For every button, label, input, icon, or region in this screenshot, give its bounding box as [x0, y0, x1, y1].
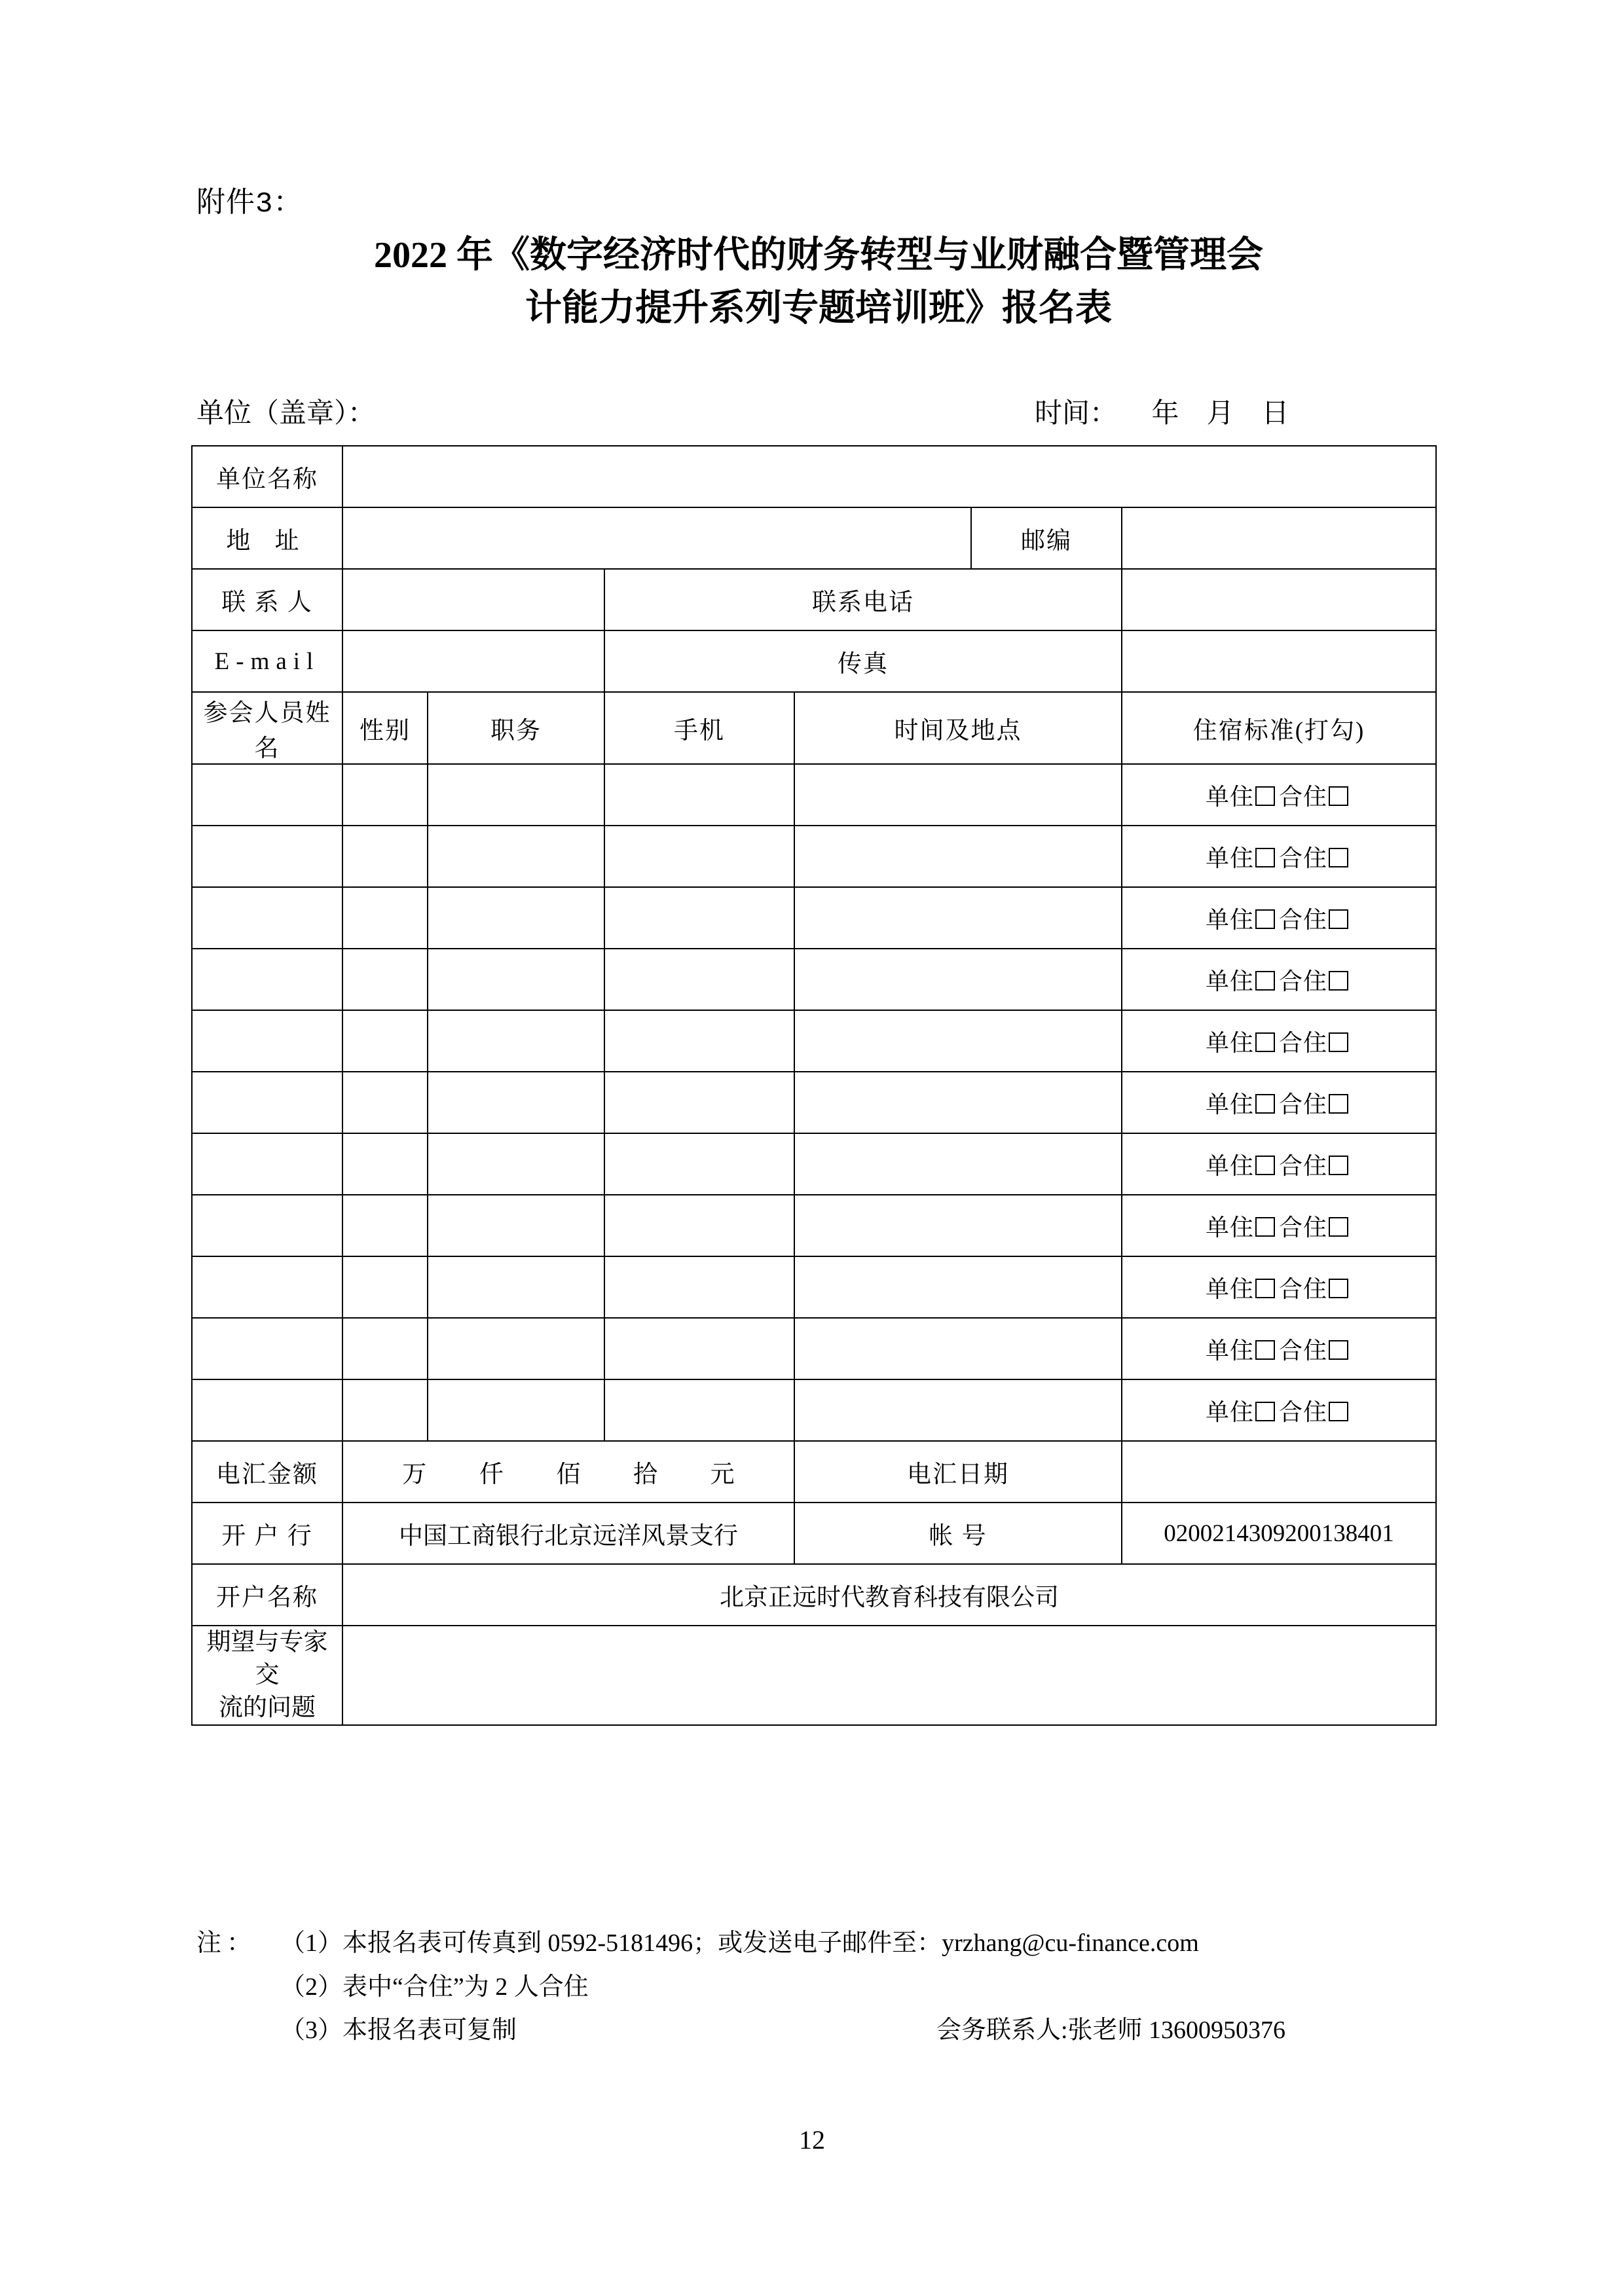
- questions-label-line1: 期望与专家交: [206, 1629, 328, 1688]
- participant-gender-field[interactable]: [342, 764, 428, 826]
- table-row: [192, 887, 1436, 949]
- notes-section: [196, 1922, 1454, 2052]
- participant-timeplace-field[interactable]: [794, 1133, 1122, 1195]
- lodging-single-checkbox[interactable]: [1255, 1217, 1275, 1237]
- lodging-shared-checkbox[interactable]: [1329, 1402, 1348, 1421]
- lodging-single-label: 单住: [1206, 1398, 1255, 1425]
- table-row: [192, 826, 1436, 887]
- note-2: （2）表中“合住”为 2 人合住: [280, 1973, 589, 2001]
- header-lodging: 住宿标准(打勾): [1122, 692, 1436, 764]
- lodging-shared-label: 合住: [1279, 906, 1328, 933]
- fax-label: 传真: [604, 630, 1122, 692]
- participant-name-field[interactable]: [192, 949, 342, 1010]
- lodging-single-label: 单住: [1206, 968, 1255, 994]
- table-row: [192, 1318, 1436, 1379]
- registration-form-table: [191, 445, 1437, 1726]
- table-row: [192, 949, 1436, 1010]
- lodging-shared-label: 合住: [1279, 1398, 1328, 1425]
- lodging-single-label: 单住: [1206, 1029, 1255, 1056]
- lodging-options: [1206, 968, 1352, 994]
- account-name-value: 北京正远时代教育科技有限公司: [342, 1564, 1436, 1626]
- contact-label: 联 系 人: [192, 569, 342, 630]
- bank-value: 中国工商银行北京远洋风景支行: [342, 1503, 794, 1564]
- table-row-email: [192, 630, 1436, 692]
- participant-mobile-field[interactable]: [604, 949, 794, 1010]
- lodging-shared-label: 合住: [1279, 1152, 1328, 1179]
- unit-name-field[interactable]: [342, 446, 1436, 507]
- participant-timeplace-field[interactable]: [794, 887, 1122, 949]
- lodging-shared-checkbox[interactable]: [1329, 848, 1348, 867]
- lodging-shared-checkbox[interactable]: [1329, 1340, 1348, 1360]
- participant-gender-field[interactable]: [342, 1195, 428, 1256]
- participant-mobile-field[interactable]: [604, 1195, 794, 1256]
- account-label: 帐 号: [794, 1503, 1122, 1564]
- lodging-shared-label: 合住: [1279, 1029, 1328, 1056]
- account-value: 0200214309200138401: [1122, 1503, 1436, 1564]
- amount-unit-qian: 仟: [479, 1461, 504, 1488]
- page-title-line1: 2022 年《数字经济时代的财务转型与业财融合暨管理会: [374, 235, 1263, 276]
- participant-name-field[interactable]: [192, 1133, 342, 1195]
- notes-tag: 注：: [196, 1929, 257, 1957]
- header-gender: 性别: [342, 692, 428, 764]
- amount-unit-shi: 拾: [633, 1461, 658, 1488]
- participant-name-field[interactable]: [192, 1072, 342, 1133]
- note-1: （1）本报名表可传真到 0592-5181496；或发送电子邮件至：yrzhang@cu-finance.com: [280, 1929, 1199, 1957]
- lodging-single-label: 单住: [1206, 783, 1255, 810]
- participant-name-field[interactable]: [192, 1195, 342, 1256]
- lodging-single-label: 单住: [1206, 845, 1255, 871]
- amount-unit-wan: 万: [402, 1461, 427, 1488]
- participant-name-field[interactable]: [192, 1318, 342, 1379]
- lodging-shared-checkbox[interactable]: [1329, 1217, 1348, 1237]
- participant-position-field[interactable]: [428, 1379, 604, 1441]
- lodging-shared-label: 合住: [1279, 845, 1328, 871]
- table-row-address: [192, 507, 1436, 569]
- participant-name-field[interactable]: [192, 764, 342, 826]
- participant-timeplace-field[interactable]: [794, 1318, 1122, 1379]
- participant-position-field[interactable]: [428, 1256, 604, 1318]
- lodging-shared-label: 合住: [1279, 1214, 1328, 1241]
- participant-lodging-cell[interactable]: [1122, 826, 1436, 887]
- lodging-options: [1206, 1214, 1352, 1241]
- participant-position-field[interactable]: [428, 1195, 604, 1256]
- participant-lodging-cell[interactable]: [1122, 949, 1436, 1010]
- lodging-options: [1206, 845, 1352, 871]
- address-label: 地 址: [192, 507, 342, 569]
- table-row-questions: [192, 1626, 1436, 1725]
- contact-field[interactable]: [342, 569, 604, 630]
- fax-field[interactable]: [1122, 630, 1436, 692]
- header-mobile: 手机: [604, 692, 794, 764]
- participant-gender-field[interactable]: [342, 1256, 428, 1318]
- participant-timeplace-field[interactable]: [794, 1072, 1122, 1133]
- table-row-contact: [192, 569, 1436, 630]
- table-row: [192, 1195, 1436, 1256]
- lodging-single-checkbox[interactable]: [1255, 848, 1275, 867]
- note-3-row: [196, 2009, 1454, 2052]
- lodging-shared-label: 合住: [1279, 783, 1328, 810]
- participant-lodging-cell[interactable]: [1122, 764, 1436, 826]
- account-name-label: 开户名称: [192, 1564, 342, 1626]
- participant-mobile-field[interactable]: [604, 1379, 794, 1441]
- lodging-single-label: 单住: [1206, 906, 1255, 933]
- organizer-contact: 会务联系人:张老师 13600950376: [936, 2016, 1286, 2044]
- participant-gender-field[interactable]: [342, 1010, 428, 1072]
- lodging-shared-label: 合住: [1279, 1091, 1328, 1118]
- amount-unit-bai: 佰: [556, 1461, 581, 1488]
- wire-date-label: 电汇日期: [794, 1441, 1122, 1503]
- participant-gender-field[interactable]: [342, 887, 428, 949]
- participant-name-field[interactable]: [192, 1379, 342, 1441]
- lodging-single-label: 单住: [1206, 1337, 1255, 1364]
- lodging-shared-checkbox[interactable]: [1329, 909, 1348, 929]
- participant-gender-field[interactable]: [342, 1318, 428, 1379]
- participant-name-field[interactable]: [192, 887, 342, 949]
- participant-lodging-cell[interactable]: [1122, 1318, 1436, 1379]
- participant-position-field[interactable]: [428, 949, 604, 1010]
- participant-name-field[interactable]: [192, 826, 342, 887]
- table-header-row: [192, 692, 1436, 764]
- lodging-single-checkbox[interactable]: [1255, 786, 1275, 806]
- lodging-single-checkbox[interactable]: [1255, 971, 1275, 991]
- participant-mobile-field[interactable]: [604, 764, 794, 826]
- postcode-label: 邮编: [971, 507, 1122, 569]
- wire-amount-label: 电汇金额: [192, 1441, 342, 1503]
- note-1-row: [196, 1922, 1454, 1965]
- participant-position-field[interactable]: [428, 826, 604, 887]
- participant-mobile-field[interactable]: [604, 1133, 794, 1195]
- lodging-single-checkbox[interactable]: [1255, 1279, 1275, 1298]
- participant-lodging-cell[interactable]: [1122, 1010, 1436, 1072]
- table-row-unit-name: [192, 446, 1436, 507]
- table-row: [192, 764, 1436, 826]
- lodging-single-label: 单住: [1206, 1152, 1255, 1179]
- lodging-options: [1206, 1153, 1352, 1179]
- participant-name-field[interactable]: [192, 1256, 342, 1318]
- participant-position-field[interactable]: [428, 1133, 604, 1195]
- postcode-field[interactable]: [1122, 507, 1436, 569]
- lodging-options: [1206, 1276, 1352, 1302]
- participant-lodging-cell[interactable]: [1122, 887, 1436, 949]
- participant-gender-field[interactable]: [342, 1072, 428, 1133]
- lodging-single-checkbox[interactable]: [1255, 909, 1275, 929]
- questions-label-line2: 流的问题: [219, 1694, 316, 1721]
- table-row: [192, 1133, 1436, 1195]
- participant-mobile-field[interactable]: [604, 1010, 794, 1072]
- participant-timeplace-field[interactable]: [794, 1379, 1122, 1441]
- lodging-shared-label: 合住: [1279, 1337, 1328, 1364]
- participant-lodging-cell[interactable]: [1122, 1072, 1436, 1133]
- participant-timeplace-field[interactable]: [794, 1010, 1122, 1072]
- lodging-options: [1206, 907, 1352, 933]
- wire-amount-field[interactable]: [342, 1441, 794, 1503]
- lodging-single-checkbox[interactable]: [1255, 1094, 1275, 1114]
- page-number: 12: [799, 2125, 825, 2155]
- lodging-shared-checkbox[interactable]: [1329, 1094, 1348, 1114]
- participant-position-field[interactable]: [428, 1318, 604, 1379]
- amount-unit-yuan: 元: [710, 1461, 735, 1488]
- participant-name-field[interactable]: [192, 1010, 342, 1072]
- lodging-shared-checkbox[interactable]: [1329, 786, 1348, 806]
- participant-lodging-cell[interactable]: [1122, 1133, 1436, 1195]
- participant-timeplace-field[interactable]: [794, 1195, 1122, 1256]
- lodging-single-label: 单住: [1206, 1091, 1255, 1118]
- lodging-single-checkbox[interactable]: [1255, 1156, 1275, 1175]
- attachment-label: 附件3：: [196, 188, 303, 221]
- wire-date-field[interactable]: [1122, 1441, 1436, 1503]
- table-row-wire-amount: [192, 1441, 1436, 1503]
- header-time-place: 时间及地点: [794, 692, 1122, 764]
- address-field[interactable]: [342, 507, 971, 569]
- participant-lodging-cell[interactable]: [1122, 1195, 1436, 1256]
- participant-gender-field[interactable]: [342, 1379, 428, 1441]
- participant-gender-field[interactable]: [342, 1133, 428, 1195]
- table-row: [192, 1010, 1436, 1072]
- participant-position-field[interactable]: [428, 887, 604, 949]
- table-row-bank: [192, 1503, 1436, 1564]
- participant-timeplace-field[interactable]: [794, 1256, 1122, 1318]
- participant-position-field[interactable]: [428, 1010, 604, 1072]
- lodging-shared-label: 合住: [1279, 968, 1328, 994]
- table-row-account-name: [192, 1564, 1436, 1626]
- lodging-single-checkbox[interactable]: [1255, 1340, 1275, 1360]
- lodging-options: [1206, 1399, 1352, 1425]
- lodging-single-checkbox[interactable]: [1255, 1402, 1275, 1421]
- participant-gender-field[interactable]: [342, 949, 428, 1010]
- date-label: 时间： 年 月 日: [1035, 399, 1289, 429]
- participant-timeplace-field[interactable]: [794, 764, 1122, 826]
- email-label: E-mail: [192, 630, 342, 692]
- participant-mobile-field[interactable]: [604, 1318, 794, 1379]
- lodging-options: [1206, 1338, 1352, 1364]
- lodging-single-label: 单住: [1206, 1275, 1255, 1302]
- header-name: 参会人员姓名: [192, 692, 342, 764]
- lodging-shared-checkbox[interactable]: [1329, 1156, 1348, 1175]
- page-title-line2: 计能力提升系列专题培训班》报名表: [525, 288, 1112, 329]
- participant-lodging-cell[interactable]: [1122, 1379, 1436, 1441]
- questions-label: [192, 1626, 342, 1725]
- participant-position-field[interactable]: [428, 1072, 604, 1133]
- table-row: [192, 1256, 1436, 1318]
- participant-gender-field[interactable]: [342, 826, 428, 887]
- lodging-options: [1206, 784, 1352, 810]
- table-row: [192, 1379, 1436, 1441]
- phone-label: 联系电话: [604, 569, 1122, 630]
- participant-position-field[interactable]: [428, 764, 604, 826]
- participant-timeplace-field[interactable]: [794, 826, 1122, 887]
- participant-mobile-field[interactable]: [604, 887, 794, 949]
- participant-timeplace-field[interactable]: [794, 949, 1122, 1010]
- lodging-shared-checkbox[interactable]: [1329, 1279, 1348, 1298]
- phone-field[interactable]: [1122, 569, 1436, 630]
- lodging-shared-checkbox[interactable]: [1329, 1032, 1348, 1052]
- lodging-single-checkbox[interactable]: [1255, 1032, 1275, 1052]
- lodging-options: [1206, 1030, 1352, 1056]
- bank-label: 开 户 行: [192, 1503, 342, 1564]
- lodging-single-label: 单住: [1206, 1214, 1255, 1241]
- participant-mobile-field[interactable]: [604, 1072, 794, 1133]
- participant-mobile-field[interactable]: [604, 826, 794, 887]
- participant-mobile-field[interactable]: [604, 1256, 794, 1318]
- participant-lodging-cell[interactable]: [1122, 1256, 1436, 1318]
- email-field[interactable]: [342, 630, 604, 692]
- lodging-options: [1206, 1091, 1352, 1118]
- unit-name-label: 单位名称: [192, 446, 342, 507]
- page-title: [196, 229, 1441, 335]
- note-3: （3）本报名表可复制: [280, 2016, 517, 2044]
- header-position: 职务: [428, 692, 604, 764]
- unit-seal-label: 单位（盖章）：: [196, 399, 376, 429]
- questions-field[interactable]: [342, 1626, 1436, 1725]
- lodging-shared-label: 合住: [1279, 1275, 1328, 1302]
- table-row: [192, 1072, 1436, 1133]
- lodging-shared-checkbox[interactable]: [1329, 971, 1348, 991]
